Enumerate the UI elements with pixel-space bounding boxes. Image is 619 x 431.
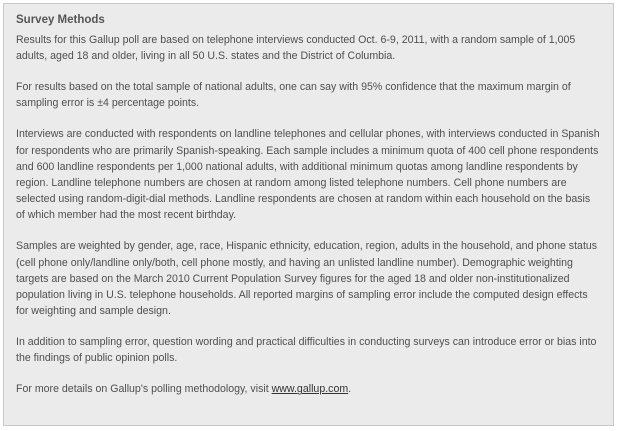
- more-details-suffix: .: [348, 383, 352, 396]
- paragraph-weighting: Samples are weighted by gender, age, race, Hispanic ethnicity, education, region, adults in the household, and phone status (cell phone only/landline only/both, cell phone mostly, and having an unlisted landline number). Demographic weighting targets are based on the March 2010 Current Population Survey figures for the aged 18 and older non-institutionalized population living in U.S. telephone households. All reported margins of sampling error include the computed design effects for weighting and sample design.: [16, 240, 598, 318]
- paragraph-interviews: Interviews are conducted with respondents on landline telephones and cellular phones, with interviews conducted in Spanish for respondents who are primarily Spanish-speaking. Each sample includes a minimum quota of 400 cell phone respondents and 600 landline respondents per 1,000 national adults, with additional minimum quotas among landline respondents by region. Landline telephone numbers are chosen at random among listed telephone numbers. Cell phone numbers are selected using random-digit-dial methods. Landline respondents are chosen at random within each household on the basis of which member had the most recent birthday.: [16, 128, 600, 222]
- section-title: Survey Methods: [16, 14, 105, 26]
- paragraph-more-details: [16, 381, 601, 397]
- gallup-link[interactable]: www.gallup.com: [271, 383, 349, 396]
- paragraph-sample: Results for this Gallup poll are based on telephone interviews conducted Oct. 6-9, 2011, with a random sample of 1,005 adults, aged 18 and older, living in all 50 U.S. states and the District of Columbia.: [16, 34, 576, 63]
- paragraph-error-sources: In addition to sampling error, question wording and practical difficulties in conducting surveys can introduce error or bias into the findings of public opinion polls.: [16, 336, 597, 365]
- more-details-prefix: For more details on Gallup's polling methodology, visit: [16, 383, 272, 396]
- paragraph-margin-of-error: For results based on the total sample of national adults, one can say with 95% confidence that the maximum margin of sampling error is ±4 percentage points.: [16, 81, 571, 110]
- survey-methods-panel: [3, 3, 614, 426]
